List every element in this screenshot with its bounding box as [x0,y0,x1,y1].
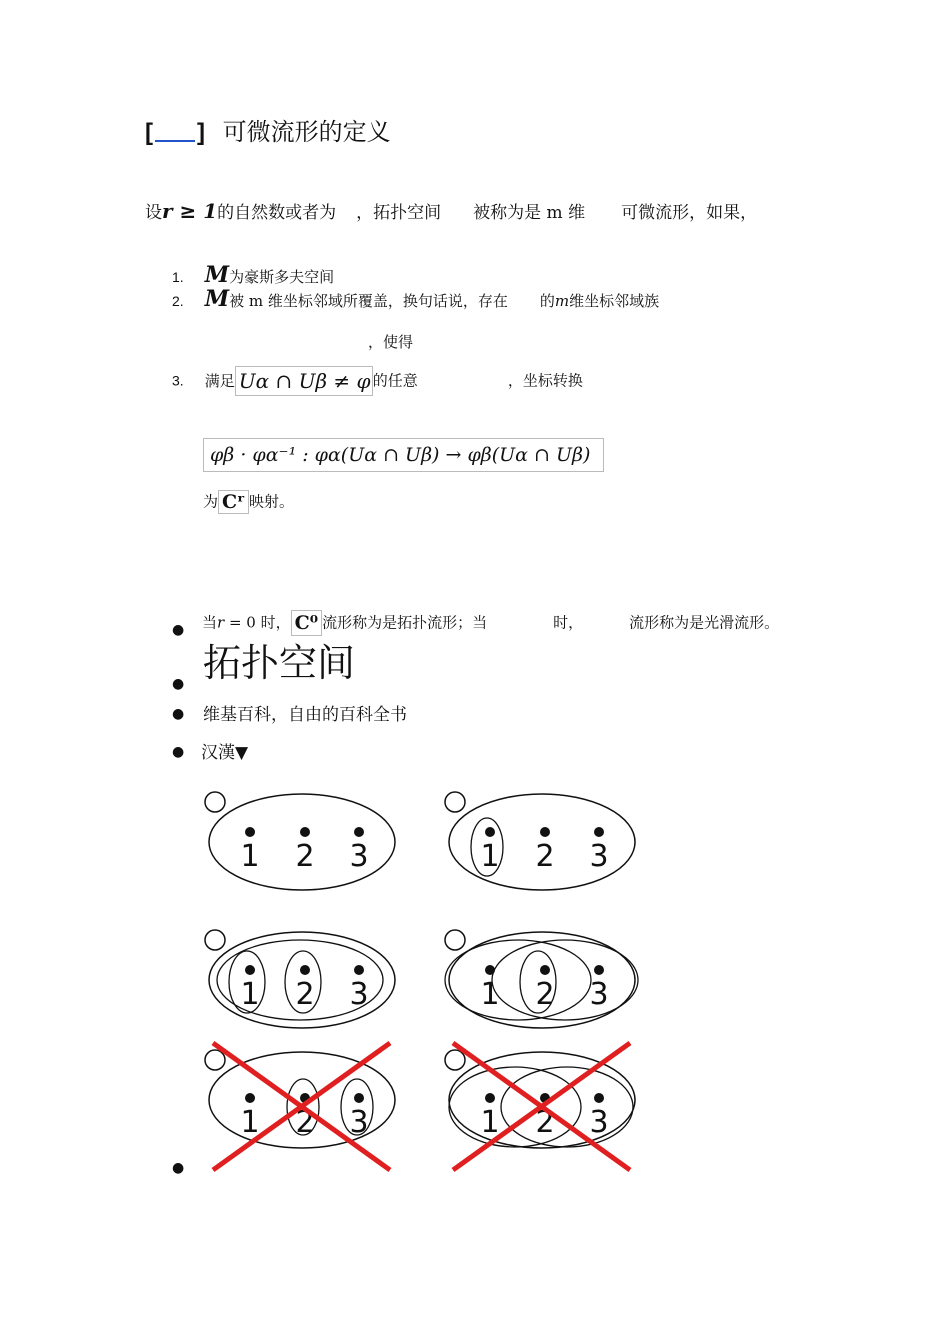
bullet-text: 流形称为是光滑流形。 [629,613,780,632]
intro-math: r ≥ 1 [162,199,218,223]
point-label: 3 [589,839,609,874]
list-text: 的 [539,292,555,310]
transition-suffix [203,490,294,514]
manifold-symbol: M [204,262,230,288]
bullet-text: 流形称为是拓扑流形；当 [322,613,488,632]
open-set-marker [205,792,225,812]
point-label: 2 [535,1105,555,1140]
list-number: 1. [172,269,184,285]
point-label: 1 [480,1105,500,1140]
point-label: 3 [349,1105,369,1140]
diagram-panel [205,930,395,1028]
point-label: 2 [295,977,315,1012]
list-text: 的任意 [372,371,418,390]
point-label: 1 [240,1105,260,1140]
intro-paragraph [145,198,757,223]
list-continuation: ，使得 [368,333,414,351]
point-label: 2 [535,977,555,1012]
point-dot [594,1093,604,1103]
point-label: 1 [480,977,500,1012]
list-text: 维坐标邻域族 [569,292,660,310]
list-item [172,286,659,312]
subset-ellipse [449,1067,581,1147]
point-dot [354,827,364,837]
list-text: ，坐标转换 [507,371,583,390]
subset-ellipse [492,940,638,1020]
intro-text-4: 被称为是 m 维 [473,203,586,223]
point-dot [300,965,310,975]
point-label: 1 [480,839,500,874]
list-number: 2. [172,293,184,309]
point-dot [354,1093,364,1103]
transition-formula: φβ · φα⁻¹ : φα(Uα ∩ Uβ) → φβ(Uα ∩ Uβ) [203,438,604,472]
point-label: 1 [240,839,260,874]
bullet-text: 当 [202,613,218,632]
list-text: 满足 [204,371,235,390]
intro-text-1: 设 [145,203,162,223]
point-label: 2 [295,1105,315,1140]
point-label: 3 [349,977,369,1012]
bullet-dot: ● [172,706,185,722]
bullet-dot: ● [172,744,185,760]
manifold-symbol: M [204,286,230,312]
point-dot [540,965,550,975]
point-dot [485,1093,495,1103]
point-label: 2 [535,839,555,874]
open-set-marker [445,930,465,950]
point-label: 3 [589,1105,609,1140]
point-dot [245,1093,255,1103]
suffix-text: 为 [203,492,219,511]
point-dot [300,827,310,837]
list-text: 为豪斯多夫空间 [229,268,335,286]
point-label: 2 [295,839,315,874]
language-variant-dropdown[interactable]: 汉漢▼ [201,743,249,763]
point-dot [354,965,364,975]
heading-title: 可微流形的定义 [222,118,391,146]
point-dot [245,965,255,975]
point-dot [245,827,255,837]
intro-text-2: 的自然数或者为 [217,203,337,223]
topology-diagram [195,780,645,1180]
intro-text-3: ，拓扑空间 [356,203,442,223]
diagram-panel [445,1043,635,1170]
list-item [172,262,334,288]
subset-ellipse [445,940,591,1020]
point-dot [594,827,604,837]
intersection-formula: Uα ∩ Uβ ≠ φ [235,366,373,396]
open-set-marker [205,1050,225,1070]
open-set-marker [445,792,465,812]
open-set-marker [205,930,225,950]
diagram-panel [205,792,395,890]
section-heading [145,112,391,147]
point-dot [485,827,495,837]
bullet-dot: ● [172,676,185,692]
list-text: 被 m 维坐标邻域所覆盖，换句话说，存在 [229,292,508,310]
bracket-open: [ [145,119,153,146]
bullet-text: 时， [553,613,584,632]
article-title: 拓扑空间 [203,641,356,685]
bullet-text: = 0 时， [224,613,291,632]
c0-formula: C⁰ [291,610,322,636]
point-dot [594,965,604,975]
intro-text-5: 可微流形，如果， [621,203,758,223]
bullet-dot: ● [172,1160,185,1176]
wiki-tagline: 维基百科，自由的百科全书 [203,705,407,725]
point-label: 3 [349,839,369,874]
point-dot [485,965,495,975]
point-label: 3 [589,977,609,1012]
subset-ellipse [501,1067,633,1147]
list-item [172,366,583,396]
cr-formula: Cʳ [218,490,249,514]
edit-link[interactable] [155,118,195,142]
point-dot [540,827,550,837]
diagram-panel [445,792,635,890]
point-label: 1 [240,977,260,1012]
diagram-panel [205,1043,395,1170]
diagram-panel [445,930,638,1028]
list-italic: m [554,292,570,310]
suffix-text: 映射。 [249,492,295,511]
bullet-italic: r [217,613,225,632]
open-set-marker [445,1050,465,1070]
list-number: 3. [172,372,184,389]
bracket-close: ] [197,119,205,146]
bullet-dot: ● [172,622,185,638]
